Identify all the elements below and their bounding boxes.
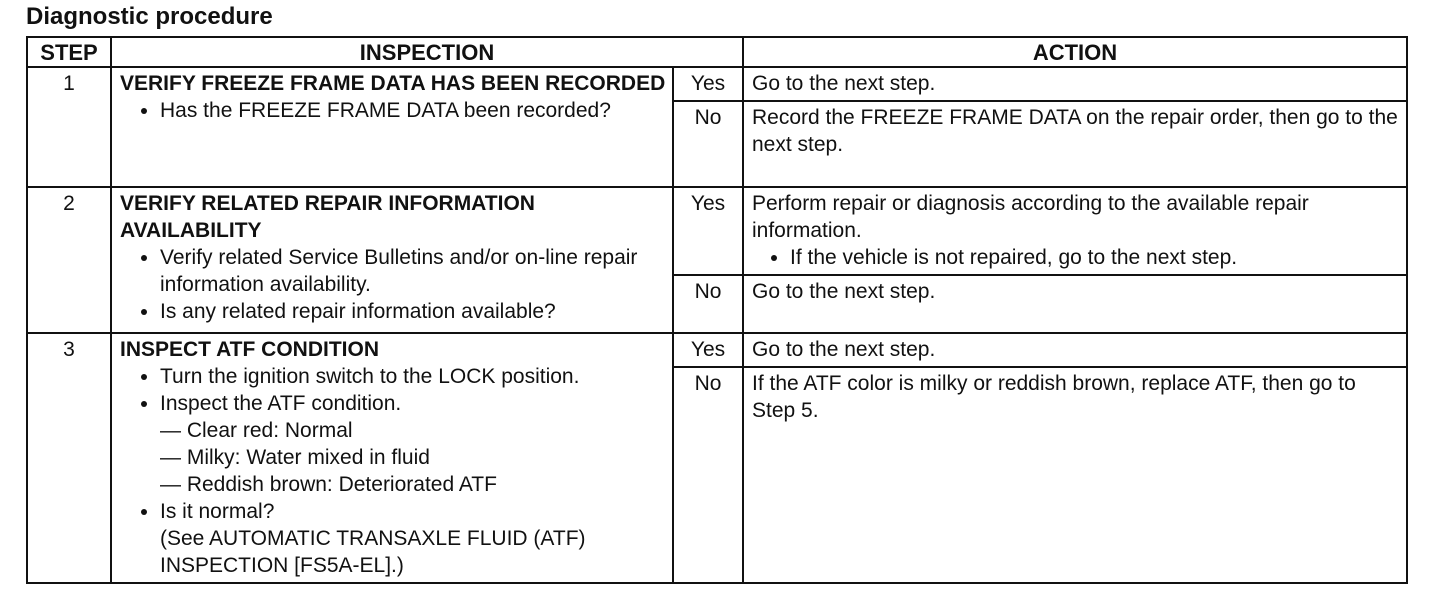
yes-action: Go to the next step.	[743, 67, 1407, 101]
no-label: No	[673, 275, 743, 333]
inspection-heading: VERIFY FREEZE FRAME DATA HAS BEEN RECORDED	[120, 72, 666, 95]
inspection-cell	[111, 333, 673, 583]
table-row	[27, 333, 1407, 367]
inspection-heading: INSPECT ATF CONDITION	[120, 338, 379, 361]
inspection-bullet-text: Inspect the ATF condition.	[160, 392, 402, 415]
step-number: 2	[27, 187, 111, 333]
header-inspection: INSPECTION	[111, 37, 743, 67]
yes-label: Yes	[673, 67, 743, 101]
yes-label: Yes	[673, 187, 743, 275]
table-row	[27, 187, 1407, 275]
yes-action-cell	[743, 187, 1407, 275]
page-title: Diagnostic procedure	[26, 3, 273, 30]
condition-item: — Reddish brown: Deteriorated ATF	[160, 473, 497, 496]
inspection-bullet: • Turn the ignition switch to the LOCK position.	[160, 363, 666, 390]
no-action: If the ATF color is milky or reddish brown, replace ATF, then go to Step 5.	[743, 367, 1407, 583]
diagnostic-table	[26, 36, 1408, 584]
no-label: No	[673, 101, 743, 187]
no-label: No	[673, 367, 743, 583]
header-step: STEP	[27, 37, 111, 67]
no-action: Go to the next step.	[743, 275, 1407, 333]
inspection-heading: VERIFY RELATED REPAIR INFORMATION AVAILABILITY	[120, 192, 535, 242]
inspection-bullet: • Is any related repair information available?	[160, 298, 666, 325]
inspection-cell	[111, 187, 673, 333]
reference-note: (See AUTOMATIC TRANSAXLE FLUID (ATF) INSPECTION [FS5A-EL].)	[160, 527, 586, 577]
yes-action: Perform repair or diagnosis according to the available repair information.	[752, 192, 1309, 242]
inspection-bullet-text: Is it normal?	[160, 500, 275, 523]
no-action: Record the FREEZE FRAME DATA on the repair order, then go to the next step.	[743, 101, 1407, 187]
action-bullet: • If the vehicle is not repaired, go to the next step.	[790, 244, 1400, 271]
yes-action: Go to the next step.	[743, 333, 1407, 367]
inspection-bullet: • Verify related Service Bulletins and/or on-line repair information availability.	[160, 244, 666, 298]
step-number: 3	[27, 333, 111, 583]
inspection-bullet	[160, 390, 666, 498]
table-row	[27, 67, 1407, 101]
header-action: ACTION	[743, 37, 1407, 67]
header-row	[27, 37, 1407, 67]
inspection-bullet	[160, 498, 666, 579]
condition-item: — Clear red: Normal	[160, 419, 353, 442]
condition-item: — Milky: Water mixed in fluid	[160, 446, 430, 469]
inspection-bullet: • Has the FREEZE FRAME DATA been recorded?	[160, 97, 666, 124]
yes-label: Yes	[673, 333, 743, 367]
step-number: 1	[27, 67, 111, 187]
inspection-cell	[111, 67, 673, 187]
